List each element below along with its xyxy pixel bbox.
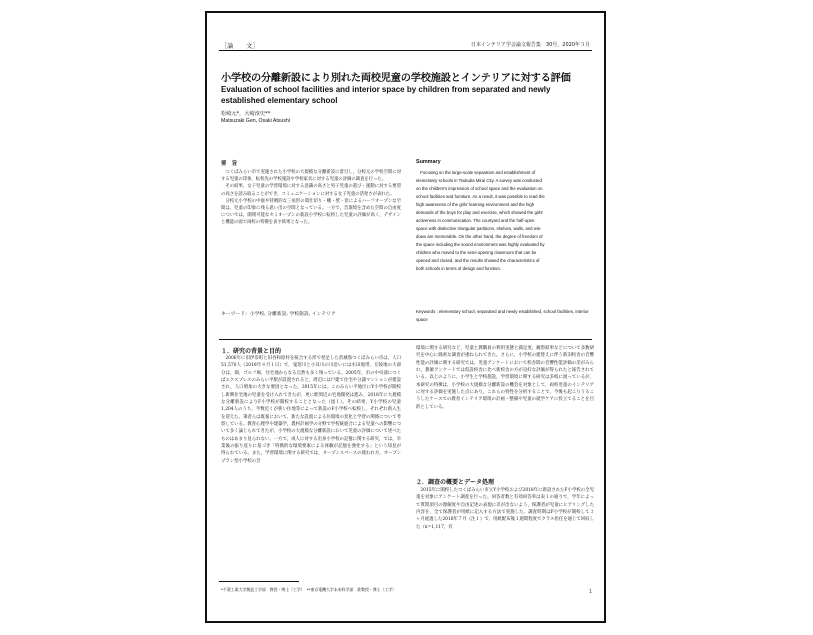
summary-english [416, 169, 594, 273]
abstract-paragraph: その結果，女子児童の学習環境に対する意識の高さと男子児童の遊び・運動に対する要望の高さを読み取ることができ，コミュニケーションに対する女子児童の活発さが表れた。 [221, 184, 401, 197]
section2-heading: ２．調査の概要とデータ処理 [416, 479, 495, 486]
author-affiliations: *千葉工業大学創造工学部 教授・博士（工学） **東京電機大学未来科学部 准教授・博士（工学） [221, 587, 397, 592]
body-paragraph: 2015年に開校したつくばみらい市立Y小学校および2018年に新設されたF小学校の全児童を対象にアンケート調査を行った。回答者数と有効回答率は表１の通りで，学年によって質問項目の理解度や自由記述の表現に差が出ないよう，保護者が児童にヒアリングした内容を，全て保護者が用紙に記入する方法で実施した。調査時期はF小学校が開校して３ヶ月経過した2018年７月（注１）で，用紙配布後１週間程度でクラス担任を通じて回収した（n=1,117，有 [416, 488, 594, 530]
section1-heading: １．研究の背景と目的 [221, 348, 282, 355]
summary-line: dows are memorable. On the other hand, the degree of freedom of [416, 234, 543, 239]
summary-line: space with distinctive triangular partitions, shelves, walls, and win- [416, 226, 542, 231]
summary-line: opened and closed, and the results showed the characteristics of [416, 258, 540, 263]
abstract-paragraph: 分校元小学校の中庭や特徴的な三角形の間仕切り・棚・壁・窓によるハーフオープンな空間は，児童の印象に残る思い出の空間となっている。一方で，音環境を含めた空間の自由度についでは，開閉可能なセミオープンの新設小学校に転校した児童の評価が高く，デザインと機能の面で両校の特徴を表す結果となった。 [221, 198, 401, 226]
summary-line: activeness in communication. The courtyard and the half-open [416, 218, 535, 223]
summary-line: school facilities and furniture. As a result, it was possible to read the [416, 194, 545, 199]
section1-body [221, 355, 401, 579]
summary-line: on the children's impression of school space and the evaluation on [416, 186, 543, 191]
section2-body [416, 487, 594, 579]
section-rule [219, 339, 592, 340]
section-label: ［論 文］ [221, 43, 259, 50]
keywords-japanese: キーワード：小学校, 分離新設, 学校施設, インテリア [221, 312, 336, 317]
summary-heading: Summary [416, 159, 441, 165]
title-japanese: 小学校の分離新設により別れた両校児童の学校施設とインテリアに対する評価 [221, 73, 571, 84]
keywords-english: Keywords : elementary school, separated and newly established, school facilities, interior space [416, 309, 589, 322]
journal-header: 日本インテリア学会論文報告集 30号，2020年３月 [470, 42, 590, 48]
paper-page [205, 11, 606, 623]
authors-japanese: 松崎元*，大崎淳史** [221, 111, 271, 117]
summary-line: high awareness of the girls' learning environment and the high [416, 202, 535, 207]
summary-line: demands of the boys for play and exercise, which showed the girls' [416, 210, 544, 215]
summary-line: Focusing on the large-scale separation and establishment of [420, 170, 536, 175]
abstract-japanese [221, 169, 401, 227]
summary-line: both schools in terms of design and function. [416, 266, 502, 271]
abstract-paragraph: つくばみらい市で実施された小学校の大規模な分離新設に着目し，分校元の学校空間に対する児童の印象，転校先の学校施設や学校家具に対する児童の評価の調査を行った。 [221, 170, 401, 183]
title-english: Evaluation of school facilities and interior space by children from separated and newly established elementary school [221, 85, 551, 105]
right-column-body [416, 345, 594, 469]
summary-line: the space including the sound environment was highly evaluated by [416, 242, 545, 247]
page-number: 1 [588, 589, 592, 595]
summary-line: children who moved to the semi-opening classroom that can be [416, 250, 537, 255]
footnote-rule [219, 581, 299, 582]
header-rule [219, 50, 592, 51]
abstract-heading: 要 旨 [221, 161, 238, 167]
body-paragraph: 2006年に旧伊奈町と旧谷和原村を統合する形で発足した茨城県つくばみらい市は，人口51,570人（2018年４月１日）で，鬼怒川と小貝川の川沿いには水田地帯，丘陵地の大部分は，畑，ゴルフ場，住宅地からなる自然も多く残っている。2005年，市の中央部につくばエクスプレスのみらい平駅が設置されると，周辺には戸建て住宅や分譲マンションが建設され，人口増加の大きな要因となった。2015年には，このみらい平地区にY小学校が開校し新興住宅地の児童を受け入れてきたが，更に駅周辺の宅地開発は進み，2018年に大規模な分離新設によりF小学校が開校することとなった（図１）。その結果，Y小学校の児童1,204人のうち，半数近くが狭い住地等によって新設のF小学校へ転校し，それぞれ新入生を迎えた。筆者らは既報において，新たな設置による住環境の変化と学習の関係について考察している。教育心理学や建築学，農村計画学の分野で学校統廃合による児童への影響について多く論じられてきたが，小学校の大規模な分離新設において児童の評価について述べたものはあまり見られない。一方で，成人に対する出身小学校の記憶に関する研究，では，卒業後の振り返りに基づき「特徴的な環境要素による体験が記憶を強化する」という知見が得られている。また，学習環境に関する研究では，オープンスペースの使われ方，オープンプラン型小学校の音 [221, 356, 401, 464]
summary-line: elementary schools in Tsukuba Mirai City. A survey was conducted [416, 178, 542, 183]
body-paragraph: 環境に関する研究など，児童と教職員の利用実態と満足度，観察結果などについて多数研究を中心に綿密な調査が重ねられてきた。さらに，小学校の建替えに伴う新旧校舎の音響性能の評価に関する研究では，児童アンケートにおいて校舎間の音響性能評価の差がみられ，教師アンケートでは仮設校舎に比べ新校舎の方が良好な評価が得られたと報告されている。以上のように，小学生と学校施設，学習環境に関する研究は多岐に渡っているが，本研究の特徴は，小学校の大規模な分離新設の機会を対象として，両校児童のインテリアに対する評価を実施した点にあり，これらの特性を分析することで，今後も起こりうるこうしたケースでの教育インテリア環境の計画・整備や児童の就学ケアに役立てることを目的としている。 [416, 346, 594, 410]
authors-english: Matsuzaki Gen, Osaki Atsushi [221, 118, 290, 124]
